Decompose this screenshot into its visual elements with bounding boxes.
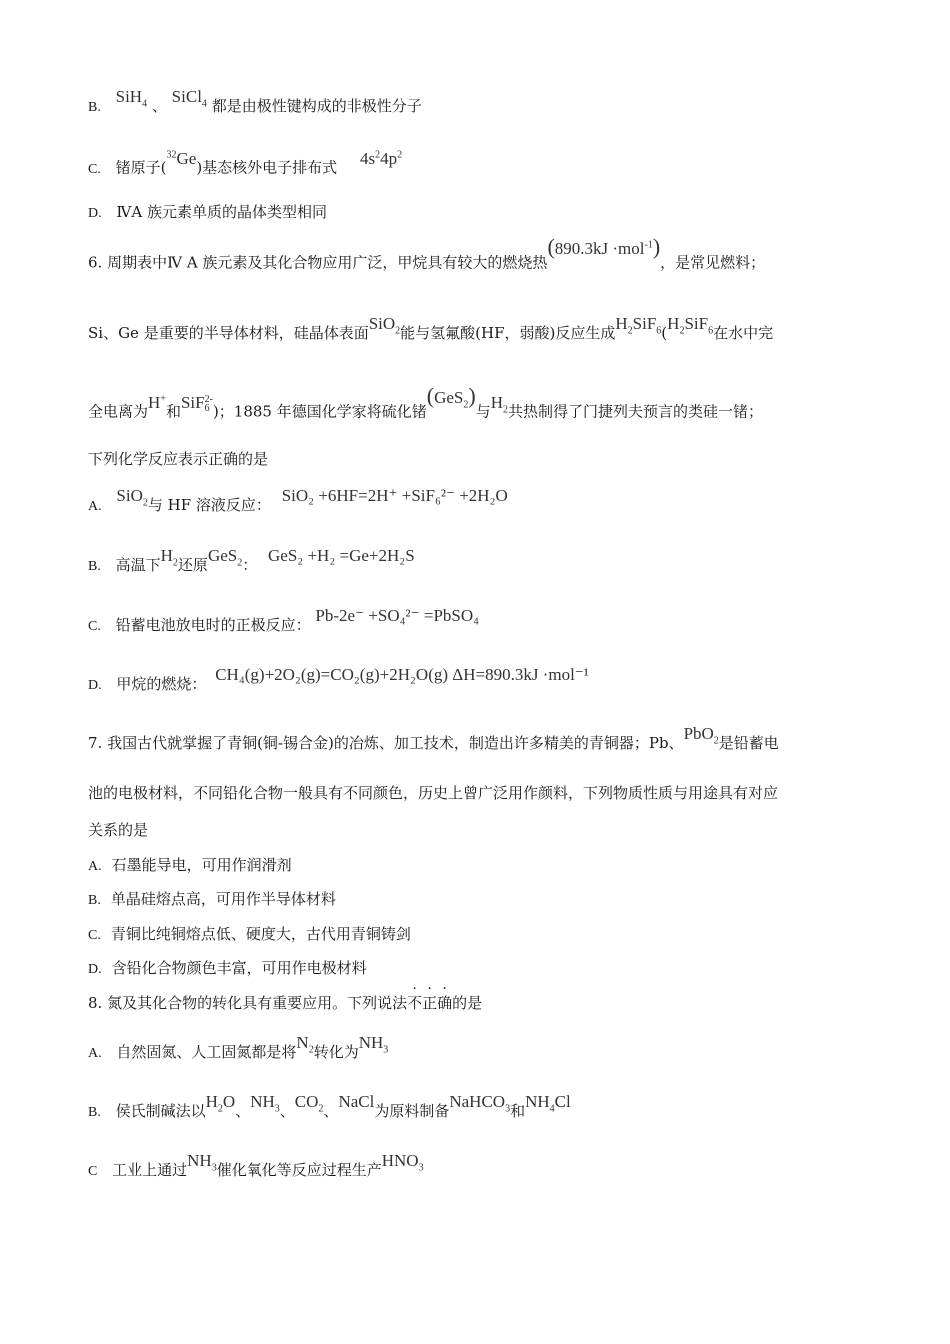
option-text-2: 还原 bbox=[177, 556, 208, 574]
question-stem-tail: ，是常见燃料； bbox=[660, 253, 766, 272]
formula-nahco3: NaHCO$_3$ bbox=[449, 1092, 511, 1115]
option-label: C. bbox=[88, 619, 101, 634]
option-text: 侯氏制碱法以 bbox=[115, 1102, 206, 1120]
formula-nacl: NaCl bbox=[338, 1092, 375, 1111]
equation: SiO₂ +6HF=2H⁺ +SiF₆²⁻ +2H₂O bbox=[281, 486, 508, 505]
equation: Pb-2e⁻ +SO₄²⁻ =PbSO₄ bbox=[315, 606, 480, 625]
question-stem-4: 与 bbox=[475, 402, 491, 421]
option-text-2: 催化氧化等反应过程生产 bbox=[216, 1161, 382, 1179]
question-stem-2: 是铅蓄电 bbox=[718, 734, 779, 752]
option-label: B. bbox=[88, 1105, 101, 1120]
formula-h2: $H_2$ bbox=[160, 546, 178, 569]
option-label: A. bbox=[88, 859, 102, 874]
question-stem-2: 的是 bbox=[452, 994, 483, 1012]
formula-h-plus: H+ bbox=[148, 392, 166, 412]
formula-hno3: $HNO_3$ bbox=[381, 1151, 424, 1174]
option-text: 甲烷的燃烧： bbox=[116, 675, 207, 693]
option-text: 石墨能导电，可用作润滑剂 bbox=[111, 856, 292, 874]
formula-n2: $N_2$ bbox=[296, 1033, 314, 1056]
question-stem-2: 和 bbox=[165, 402, 181, 421]
q5-option-d bbox=[88, 202, 327, 224]
q8-stem bbox=[88, 981, 483, 1013]
separator: 、 bbox=[235, 1102, 251, 1120]
option-label: B. bbox=[88, 893, 101, 908]
q6-option-d bbox=[88, 665, 589, 696]
q7-option-d bbox=[88, 958, 367, 980]
question-stem-5: 共热制得了门捷列夫预言的类硅一锗； bbox=[507, 402, 763, 421]
q6-stem-line-1 bbox=[88, 233, 766, 273]
option-text: 都是由极性键构成的非极性分子 bbox=[211, 97, 422, 115]
paren: ( bbox=[661, 324, 668, 342]
q8-option-c bbox=[88, 1151, 424, 1187]
formula-sio2: SiO$_2$ bbox=[116, 486, 148, 509]
question-stem-3: )；1885 年德国化学家将硫化锗 bbox=[212, 402, 427, 421]
formula-h2: $H_2$ bbox=[490, 392, 508, 416]
formula-pbo2: PbO$_2$ bbox=[683, 724, 719, 747]
option-text: 与 HF 溶液反应： bbox=[147, 496, 271, 514]
isotope-ge: $^{32}$Ge bbox=[166, 148, 197, 168]
formula-co2: $CO_2$ bbox=[294, 1092, 324, 1115]
formula-sio2: SiO$_2$ bbox=[368, 314, 401, 337]
q7-option-b bbox=[88, 889, 336, 911]
option-text-3: ： bbox=[242, 556, 258, 574]
question-stem-3: 在水中完 bbox=[713, 324, 774, 342]
equation: GeS₂ +H₂ =Ge+2H₂S bbox=[268, 546, 415, 565]
option-text: ⅣA 族元素单质的晶体类型相同 bbox=[116, 203, 327, 221]
formula-nh3: $NH_3$ bbox=[358, 1033, 389, 1056]
q7-stem-line-2 bbox=[88, 783, 778, 803]
formula-sicl4: SiCl$_4$ bbox=[171, 87, 207, 110]
q6-option-b bbox=[88, 546, 415, 582]
q6-stem-line-3 bbox=[88, 382, 763, 429]
q8-option-a bbox=[88, 1033, 389, 1069]
formula-h2o: $H_2O$ bbox=[205, 1092, 236, 1115]
formula-nh4cl: $NH_4Cl$ bbox=[525, 1092, 571, 1115]
option-text: 锗原子( bbox=[115, 158, 167, 177]
formula-ges2: (GeS$_2$) bbox=[426, 382, 476, 411]
q7-stem-line-1 bbox=[88, 724, 779, 760]
formula-nh3: $NH_3$ bbox=[187, 1151, 217, 1174]
option-label: C. bbox=[88, 928, 101, 943]
question-stem: 下列化学反应表示正确的是 bbox=[88, 450, 269, 468]
emphasized-char: · 正 bbox=[422, 981, 438, 1012]
q7-option-c bbox=[88, 924, 411, 946]
question-stem: 6. 周期表中Ⅳ A 族元素及其化合物应用广泛，甲烷具有较大的燃烧热 bbox=[88, 253, 548, 272]
question-stem: 7. 我国古代就掌握了青铜(铜-锡合金)的冶炼、加工技术，制造出许多精美的青铜器；Pb、 bbox=[88, 734, 684, 752]
question-stem: 关系的是 bbox=[88, 821, 149, 839]
option-label: D. bbox=[88, 678, 102, 693]
question-stem: 全电离为 bbox=[88, 402, 149, 421]
option-text-2: 为原料制备 bbox=[374, 1102, 450, 1120]
option-label: C. bbox=[88, 161, 101, 177]
question-stem: Si、Ge 是重要的半导体材料，硅晶体表面 bbox=[88, 324, 369, 342]
q5-option-c bbox=[88, 148, 403, 180]
option-text: 铅蓄电池放电时的正极反应： bbox=[115, 616, 311, 634]
option-text: 高温下 bbox=[115, 556, 161, 574]
question-stem: 池的电极材料，不同铅化合物一般具有不同颜色，历史上曾广泛用作颜料，下列物质性质与用途具有对应 bbox=[88, 784, 779, 802]
q8-option-b bbox=[88, 1092, 571, 1128]
option-text: 含铅化合物颜色丰富，可用作电极材料 bbox=[111, 959, 367, 977]
q5-option-b bbox=[88, 87, 422, 123]
option-label: D. bbox=[88, 206, 102, 221]
separator: 、 bbox=[323, 1102, 339, 1120]
q6-option-a bbox=[88, 486, 508, 522]
equation: CH₄(g)+2O₂(g)=CO₂(g)+2H₂O(g) ΔH=890.3kJ ·mol⁻¹ bbox=[215, 665, 589, 684]
emphasized-char: · 不 bbox=[407, 981, 423, 1012]
option-text-2: )基态核外电子排布式 bbox=[196, 158, 338, 177]
q6-stem-line-4 bbox=[88, 449, 268, 469]
option-text: 单晶硅熔点高，可用作半导体材料 bbox=[110, 890, 336, 908]
formula-h2sif6-2: $H_2SiF_6$ bbox=[667, 314, 714, 337]
q6-option-c bbox=[88, 606, 480, 637]
electron-config: $4s^24p^2$ bbox=[359, 148, 403, 168]
formula-nh3: $NH_3$ bbox=[250, 1092, 280, 1115]
q7-option-a bbox=[88, 855, 292, 877]
option-label: A. bbox=[88, 1046, 102, 1061]
option-label: B. bbox=[88, 559, 101, 574]
option-label: A. bbox=[88, 499, 102, 514]
q7-stem-line-3 bbox=[88, 820, 148, 840]
emphasized-char: · 确 bbox=[437, 981, 453, 1012]
question-stem-2: 能与氢氟酸(HF，弱酸)反应生成 bbox=[400, 324, 616, 342]
formula-ges2: GeS$_2$ bbox=[207, 546, 243, 569]
heat-of-combustion: (890.3kJ ·mol$^{-1}$) bbox=[547, 233, 661, 259]
formula-h2sif6: $H_2SiF_6$ bbox=[615, 314, 662, 337]
question-stem: 8. 氮及其化合物的转化具有重要应用。下列说法 bbox=[88, 994, 408, 1012]
option-text: 青铜比纯铜熔点低、硬度大，古代用青铜铸剑 bbox=[110, 925, 411, 943]
option-label: C bbox=[88, 1164, 98, 1179]
q6-stem-line-2 bbox=[88, 314, 774, 350]
separator: 、 bbox=[279, 1102, 295, 1120]
option-text: 自然固氮、人工固氮都是将 bbox=[116, 1043, 297, 1061]
option-text-2: 转化为 bbox=[313, 1043, 359, 1061]
formula-sif6-ion: SiF 2- 6 bbox=[180, 392, 213, 414]
option-label: B. bbox=[88, 100, 101, 115]
option-label: D. bbox=[88, 962, 102, 977]
option-text-3: 和 bbox=[510, 1102, 526, 1120]
formula-sih4: SiH$_4$ bbox=[115, 87, 148, 110]
separator: 、 bbox=[151, 97, 167, 115]
option-text: 工业上通过 bbox=[112, 1161, 188, 1179]
